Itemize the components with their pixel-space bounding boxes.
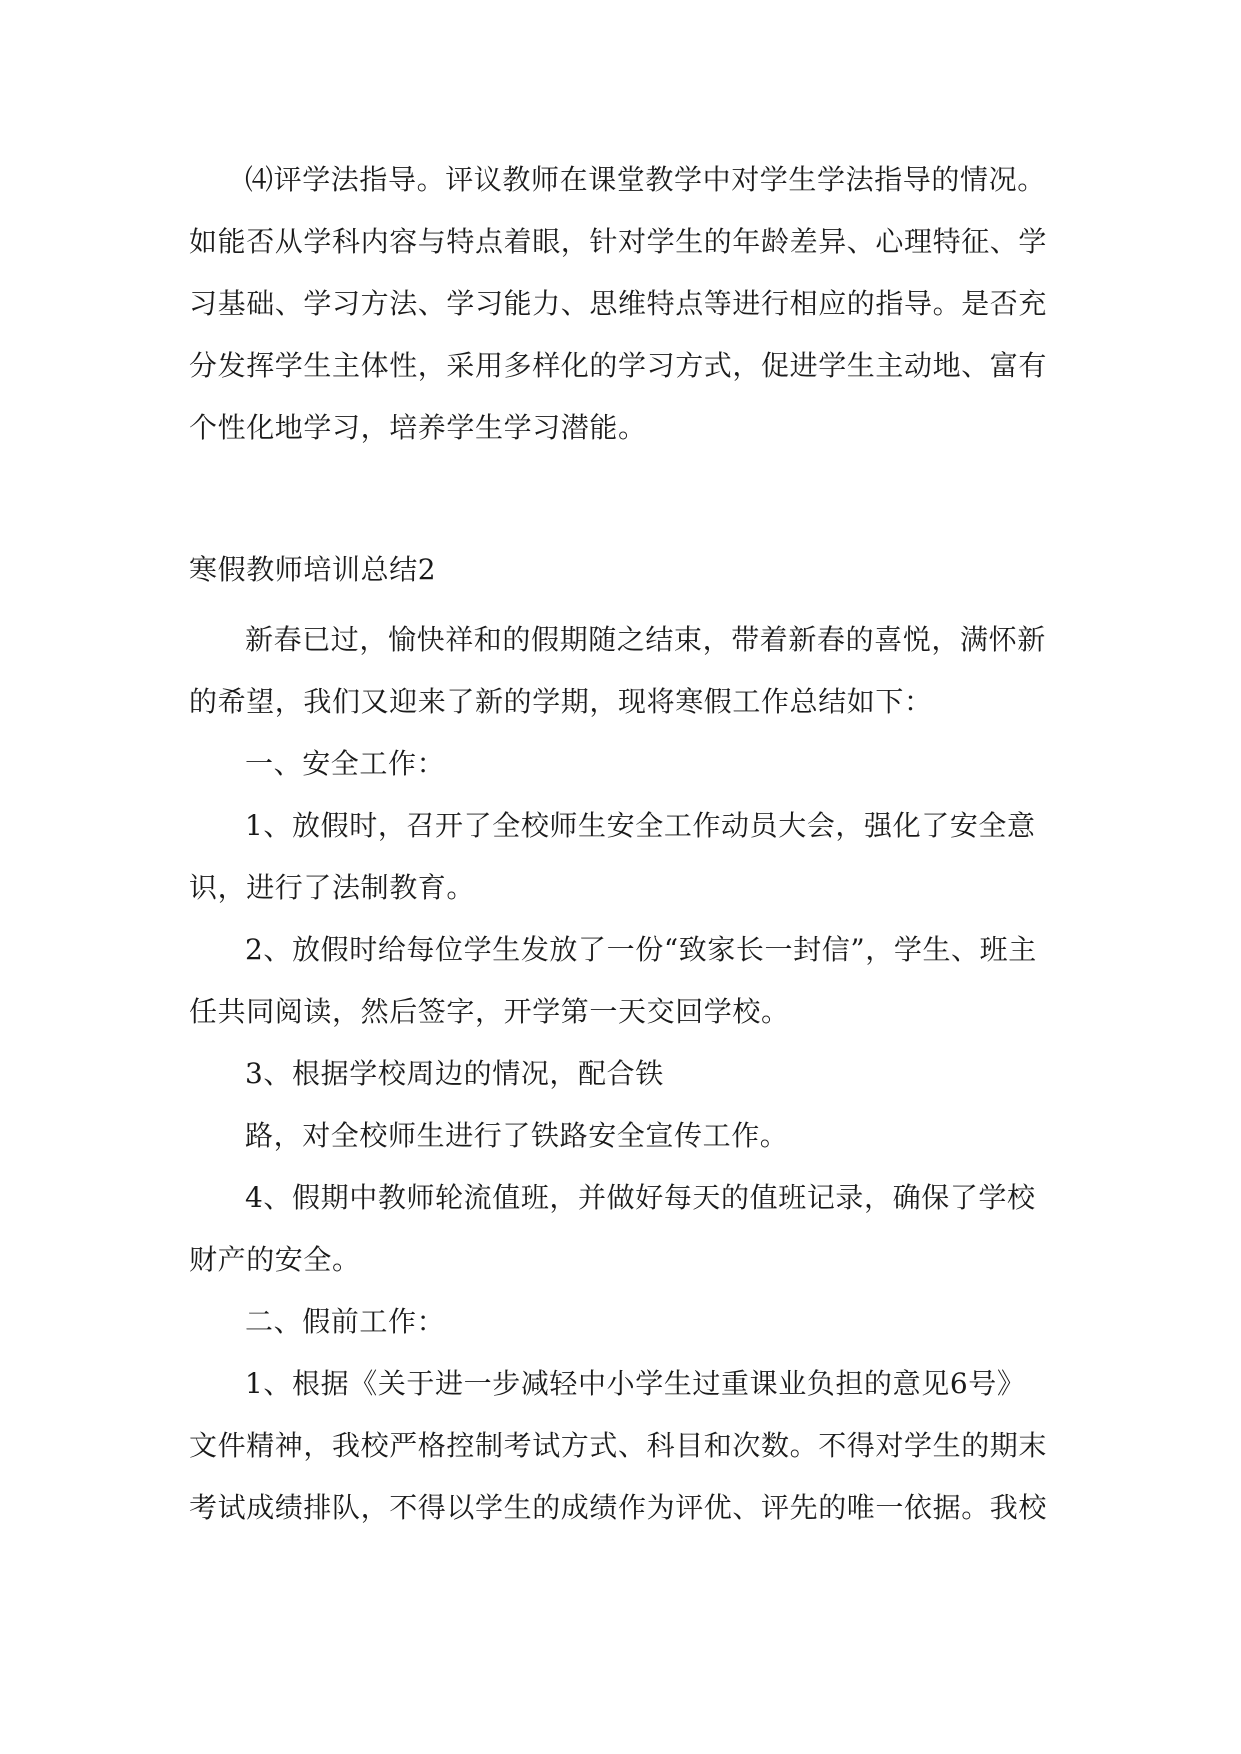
paragraph-line: 的希望，我们又迎来了新的学期，现将寒假工作总结如下：: [189, 685, 933, 718]
paragraph-line: 习基础、学习方法、学习能力、思维特点等进行相应的指导。是否充: [189, 287, 1048, 320]
paragraph-line: 文件精神，我校严格控制考试方式、科目和次数。不得对学生的期末: [189, 1429, 1048, 1462]
subheading: 一、安全工作：: [245, 747, 446, 780]
paragraph-line: 分发挥学生主体性，采用多样化的学习方式，促进学生主动地、富有: [189, 349, 1048, 382]
paragraph-line: 任共同阅读，然后签字，开学第一天交回学校。: [189, 995, 790, 1028]
paragraph-line: 财产的安全。: [189, 1243, 361, 1276]
paragraph-line: 新春已过，愉快祥和的假期随之结束，带着新春的喜悦，满怀新: [245, 623, 1046, 656]
paragraph-line: 个性化地学习，培养学生学习潜能。: [189, 411, 647, 444]
paragraph-line: 1、根据《关于进一步减轻中小学生过重课业负担的意见6号》: [245, 1367, 1026, 1400]
paragraph-line: 3、根据学校周边的情况，配合铁: [245, 1057, 664, 1090]
subheading: 二、假前工作：: [245, 1305, 446, 1338]
paragraph-line: 考试成绩排队，不得以学生的成绩作为评优、评先的唯一依据。我校: [189, 1491, 1048, 1524]
paragraph-line: 路，对全校师生进行了铁路安全宣传工作。: [245, 1119, 789, 1152]
section-title: 寒假教师培训总结2: [189, 553, 437, 586]
paragraph-line: 如能否从学科内容与特点着眼，针对学生的年龄差异、心理特征、学: [189, 225, 1048, 258]
paragraph-line: 2、放假时给每位学生发放了一份“致家长一封信”，学生、班主: [245, 933, 1037, 966]
paragraph-line: ⑷评学法指导。评议教师在课堂教学中对学生学法指导的情况。: [245, 163, 1046, 196]
paragraph-line: 1、放假时，召开了全校师生安全工作动员大会，强化了安全意: [245, 809, 1036, 842]
paragraph-line: 识，进行了法制教育。: [189, 871, 476, 904]
paragraph-line: 4、假期中教师轮流值班，并做好每天的值班记录，确保了学校: [245, 1181, 1036, 1214]
